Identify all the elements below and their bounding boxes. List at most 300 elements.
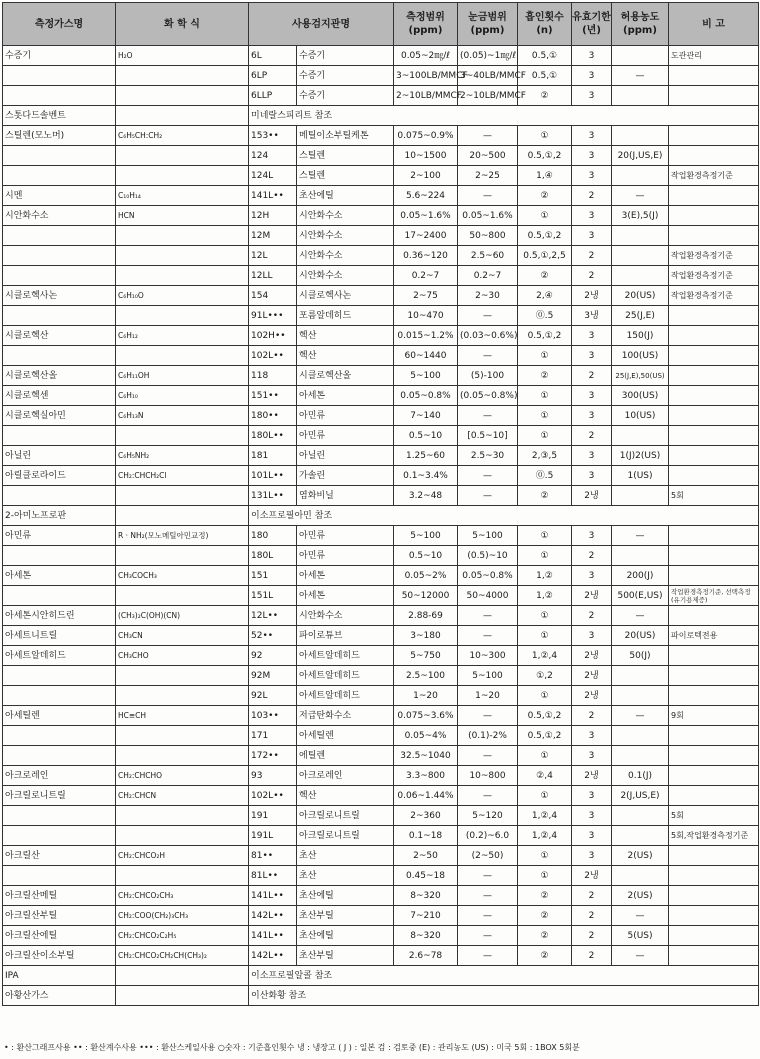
scale-cell: — [458, 406, 518, 426]
formula-cell: CH₂:CHCO₂C₂H₅ [116, 926, 249, 946]
pump-count-cell: ②,4 [518, 766, 572, 786]
tube-code-cell: 141L•• [249, 926, 297, 946]
scale-cell: — [458, 866, 518, 886]
header-range: 측정범위 (ppm) [394, 3, 458, 46]
formula-cell [116, 806, 249, 826]
table-row [3, 586, 759, 606]
shelf-life-cell: 2냉 [572, 646, 612, 666]
formula-cell [116, 306, 249, 326]
shelf-life-cell: 2냉 [572, 586, 612, 606]
pump-count-cell: 0.5,① [518, 46, 572, 66]
scale-cell: — [458, 126, 518, 146]
tube-name-cell: 초산 [297, 846, 394, 866]
pump-count-cell: ① [518, 786, 572, 806]
tube-name-cell: 수증기 [297, 86, 394, 106]
formula-cell: CH₃COCH₃ [116, 566, 249, 586]
range-cell: 0.1~3.4% [394, 466, 458, 486]
tube-name-cell: 스틸렌 [297, 146, 394, 166]
shelf-life-cell: 2 [572, 706, 612, 726]
tube-name-cell: 헥산 [297, 326, 394, 346]
pump-count-cell: 1,②,4 [518, 646, 572, 666]
tlv-cell [612, 686, 669, 706]
tlv-cell: — [612, 706, 669, 726]
remarks-cell [669, 926, 759, 946]
gas-cell: 아세트니트릴 [3, 626, 116, 646]
shelf-life-cell: 3 [572, 66, 612, 86]
scale-cell: 5~120 [458, 806, 518, 826]
remarks-cell [669, 646, 759, 666]
formula-cell: CH₂:CHCO₂H [116, 846, 249, 866]
shelf-life-cell: 3 [572, 786, 612, 806]
range-cell: 3.3~800 [394, 766, 458, 786]
tube-name-cell: 시안화수소 [297, 266, 394, 286]
formula-cell: HC≡CH [116, 706, 249, 726]
tlv-cell: 150(J) [612, 326, 669, 346]
remarks-cell [669, 126, 759, 146]
shelf-life-cell: 2냉 [572, 666, 612, 686]
header-tlv: 허용농도 (ppm) [612, 3, 669, 46]
pump-count-cell: 0.5,①,2 [518, 326, 572, 346]
gas-cell [3, 426, 116, 446]
scale-cell: — [458, 306, 518, 326]
table-row [3, 206, 759, 226]
scale-cell: (0.05~0.8%) [458, 386, 518, 406]
range-cell: 50~12000 [394, 586, 458, 606]
formula-cell [116, 746, 249, 766]
tube-name-cell: 저급탄화수소 [297, 706, 394, 726]
tube-name-cell: 아민류 [297, 546, 394, 566]
pump-count-cell: ② [518, 926, 572, 946]
table-row [3, 666, 759, 686]
range-cell: 5~100 [394, 366, 458, 386]
tube-code-cell: 180•• [249, 406, 297, 426]
scale-cell: 0.05~0.8% [458, 566, 518, 586]
shelf-life-cell: 3 [572, 446, 612, 466]
shelf-life-cell: 2냉 [572, 286, 612, 306]
tube-code-cell: 102L•• [249, 346, 297, 366]
shelf-life-cell: 3 [572, 126, 612, 146]
remarks-cell [669, 566, 759, 586]
formula-cell: CH₂:CHCN [116, 786, 249, 806]
tube-name-cell: 시안화수소 [297, 606, 394, 626]
tube-name-cell: 시안화수소 [297, 246, 394, 266]
reference-cell: 미네랄스피리트 참조 [249, 106, 759, 126]
formula-cell: CH₃CN [116, 626, 249, 646]
pump-count-cell: ② [518, 486, 572, 506]
pump-count-cell: 1,④ [518, 166, 572, 186]
table-row [3, 486, 759, 506]
table-row [3, 646, 759, 666]
range-cell: 1~20 [394, 686, 458, 706]
gas-cell: 아릴클로라이드 [3, 466, 116, 486]
gas-cell [3, 346, 116, 366]
table-row [3, 546, 759, 566]
scale-cell: — [458, 886, 518, 906]
scale-cell: — [458, 706, 518, 726]
formula-cell: HCN [116, 206, 249, 226]
gas-cell: 아크릴로니트릴 [3, 786, 116, 806]
tube-name-cell: 초산부틸 [297, 906, 394, 926]
pump-count-cell: 0.5,①,2 [518, 146, 572, 166]
table-row [3, 946, 759, 966]
tube-code-cell: 171 [249, 726, 297, 746]
formula-cell: H₂O [116, 46, 249, 66]
shelf-life-cell: 3 [572, 146, 612, 166]
gas-table [2, 2, 759, 1006]
formula-cell [116, 66, 249, 86]
range-cell: 2~100 [394, 166, 458, 186]
scale-cell: — [458, 346, 518, 366]
formula-cell [116, 546, 249, 566]
tube-code-cell: 180L•• [249, 426, 297, 446]
shelf-life-cell: 2 [572, 606, 612, 626]
range-cell: 2~75 [394, 286, 458, 306]
tlv-cell [612, 86, 669, 106]
tube-code-cell: 103•• [249, 706, 297, 726]
table-row [3, 366, 759, 386]
gas-cell [3, 226, 116, 246]
formula-cell [116, 826, 249, 846]
scale-cell: (0.2)~6.0 [458, 826, 518, 846]
tlv-cell: — [612, 906, 669, 926]
table-row [3, 526, 759, 546]
tube-code-cell: 12H [249, 206, 297, 226]
remarks-cell [669, 146, 759, 166]
remarks-cell [669, 786, 759, 806]
gas-cell: 아닐린 [3, 446, 116, 466]
table-row [3, 86, 759, 106]
tube-code-cell: 124 [249, 146, 297, 166]
scale-cell: (5)-100 [458, 366, 518, 386]
scale-cell: — [458, 946, 518, 966]
tlv-cell: 500(E,US) [612, 586, 669, 606]
shelf-life-cell: 3 [572, 526, 612, 546]
range-cell: 0.015~1.2% [394, 326, 458, 346]
shelf-life-cell: 2 [572, 426, 612, 446]
remarks-cell [669, 326, 759, 346]
tube-name-cell: 수증기 [297, 46, 394, 66]
table-row [3, 686, 759, 706]
range-cell: 2.88-69 [394, 606, 458, 626]
remarks-cell [669, 206, 759, 226]
table-row [3, 406, 759, 426]
tube-name-cell: 초산에틸 [297, 886, 394, 906]
header-formula: 화 학 식 [116, 3, 249, 46]
tube-code-cell: 12L [249, 246, 297, 266]
formula-cell: C₆H₅CH:CH₂ [116, 126, 249, 146]
gas-cell: 아크릴산메틸 [3, 886, 116, 906]
reference-cell: 이소프로필알콜 참조 [249, 966, 759, 986]
tube-name-cell: 시안화수소 [297, 226, 394, 246]
tube-code-cell: 102H•• [249, 326, 297, 346]
tube-code-cell: 142L•• [249, 906, 297, 926]
scale-cell: 0.2~7 [458, 266, 518, 286]
range-cell: 0.1~18 [394, 826, 458, 846]
scale-cell: 5~100 [458, 526, 518, 546]
pump-count-cell: ① [518, 406, 572, 426]
range-cell: 2~10LB/MMCF [394, 86, 458, 106]
table-row [3, 386, 759, 406]
tube-name-cell: 초산부틸 [297, 946, 394, 966]
pump-count-cell: 0.5,①,2 [518, 726, 572, 746]
pump-count-cell: ① [518, 626, 572, 646]
tube-name-cell: 헥산 [297, 786, 394, 806]
range-cell: 2~50 [394, 846, 458, 866]
tlv-cell: — [612, 606, 669, 626]
tube-name-cell: 스틸렌 [297, 166, 394, 186]
tlv-cell [612, 546, 669, 566]
pump-count-cell: 0.5,①,2 [518, 706, 572, 726]
range-cell: 3~180 [394, 626, 458, 646]
tlv-cell [612, 806, 669, 826]
range-cell: 8~320 [394, 886, 458, 906]
formula-cell: C₁₀H₁₄ [116, 186, 249, 206]
table-row [3, 346, 759, 366]
table-row [3, 786, 759, 806]
scale-cell: (0.5)~10 [458, 546, 518, 566]
scale-cell: 2~30 [458, 286, 518, 306]
pump-count-cell: 1,② [518, 566, 572, 586]
shelf-life-cell: 3 [572, 46, 612, 66]
tube-name-cell: 아크로레인 [297, 766, 394, 786]
table-row [3, 926, 759, 946]
tlv-cell [612, 826, 669, 846]
scale-cell: — [458, 746, 518, 766]
header-row [3, 3, 759, 46]
pump-count-cell: 0.5,①,2,5 [518, 246, 572, 266]
range-cell: 0.05~4% [394, 726, 458, 746]
gas-cell: 시안화수소 [3, 206, 116, 226]
remarks-cell: 작업환경측정기준 [669, 266, 759, 286]
header-pumps: 흡인횟수 (n) [518, 3, 572, 46]
tube-code-cell: 131L•• [249, 486, 297, 506]
tlv-cell [612, 266, 669, 286]
tlv-cell: 200(J) [612, 566, 669, 586]
range-cell: 7~140 [394, 406, 458, 426]
gas-cell: 아크로레인 [3, 766, 116, 786]
formula-cell [116, 666, 249, 686]
scale-cell: — [458, 466, 518, 486]
range-cell: 2.5~100 [394, 666, 458, 686]
shelf-life-cell: 2 [572, 366, 612, 386]
table-row [3, 766, 759, 786]
range-cell: 17~2400 [394, 226, 458, 246]
gas-cell: 아세톤시안히드린 [3, 606, 116, 626]
formula-cell [116, 726, 249, 746]
remarks-cell [669, 766, 759, 786]
remarks-cell [669, 226, 759, 246]
gas-cell [3, 306, 116, 326]
tube-code-cell: 92M [249, 666, 297, 686]
scale-cell: — [458, 606, 518, 626]
scale-cell: 2~25 [458, 166, 518, 186]
header-shelf: 유효기한 (년) [572, 3, 612, 46]
pump-count-cell: ② [518, 186, 572, 206]
tlv-cell [612, 426, 669, 446]
pump-count-cell: 1,②,4 [518, 826, 572, 846]
shelf-life-cell: 3 [572, 406, 612, 426]
tlv-cell [612, 246, 669, 266]
tube-name-cell: 아민류 [297, 406, 394, 426]
scale-cell: — [458, 626, 518, 646]
table-row [3, 46, 759, 66]
range-cell: 1.25~60 [394, 446, 458, 466]
tlv-cell: 5(US) [612, 926, 669, 946]
legend-footer: • : 환산그래프사용 •• : 환산계수사용 ••• : 환산스케일사용 ○숫자 : 기준흡인횟수 냉 : 냉장고 ( J ) : 일본 검 : 검토중 (E) : 관리농도 (US) : 미국 5회 : 1BOX 5회분 [4, 1043, 580, 1052]
table-row [3, 806, 759, 826]
shelf-life-cell: 3 [572, 846, 612, 866]
range-cell: 7~210 [394, 906, 458, 926]
gas-cell: 2-아미노프로판 [3, 506, 116, 526]
tlv-cell: — [612, 186, 669, 206]
table-row [3, 906, 759, 926]
scale-cell: (0.05)~1㎎/ℓ [458, 46, 518, 66]
range-cell: 5~100 [394, 526, 458, 546]
scale-cell: — [458, 186, 518, 206]
tube-name-cell: 아크릴로니트릴 [297, 806, 394, 826]
tube-code-cell: 124L [249, 166, 297, 186]
formula-cell: C₆H₁₁OH [116, 366, 249, 386]
table-row [3, 146, 759, 166]
gas-cell [3, 666, 116, 686]
formula-cell: R · NH₂(모노메틸아민교정) [116, 526, 249, 546]
pump-count-cell: ①,2 [518, 666, 572, 686]
pump-count-cell: ⓪.5 [518, 306, 572, 326]
scale-cell: 5~100 [458, 666, 518, 686]
empty-cell [116, 106, 249, 126]
tlv-cell: — [612, 526, 669, 546]
tlv-cell [612, 166, 669, 186]
shelf-life-cell: 3 [572, 566, 612, 586]
formula-cell [116, 346, 249, 366]
tube-name-cell: 수증기 [297, 66, 394, 86]
table-row [3, 66, 759, 86]
tlv-cell: 1(US) [612, 466, 669, 486]
scale-cell: (2~50) [458, 846, 518, 866]
tlv-cell: 2(J,US,E) [612, 786, 669, 806]
remarks-cell: 도관관리 [669, 46, 759, 66]
scale-cell: 50~800 [458, 226, 518, 246]
tube-code-cell: 191L [249, 826, 297, 846]
remarks-cell [669, 346, 759, 366]
tube-code-cell: 154 [249, 286, 297, 306]
formula-cell: CH₂:CHCHO [116, 766, 249, 786]
pump-count-cell: ① [518, 126, 572, 146]
remarks-cell: 작업환경측정기준, 선택측정(유기용제증) [669, 586, 759, 606]
empty-cell [116, 966, 249, 986]
formula-cell [116, 686, 249, 706]
tube-name-cell: 아닐린 [297, 446, 394, 466]
gas-cell: 시클로헥산올 [3, 366, 116, 386]
tube-name-cell: 시클로헥산올 [297, 366, 394, 386]
table-row [3, 446, 759, 466]
table-row [3, 506, 759, 526]
header-tube: 사용검지관명 [249, 3, 394, 46]
table-row [3, 166, 759, 186]
reference-cell: 이산화황 참조 [249, 986, 759, 1006]
gas-cell [3, 746, 116, 766]
tube-code-cell: 172•• [249, 746, 297, 766]
pump-count-cell: ① [518, 746, 572, 766]
tlv-cell: 300(US) [612, 386, 669, 406]
tube-code-cell: 141L•• [249, 886, 297, 906]
tube-code-cell: 52•• [249, 626, 297, 646]
table-row [3, 426, 759, 446]
shelf-life-cell: 2 [572, 186, 612, 206]
tube-code-cell: 151•• [249, 386, 297, 406]
tube-name-cell: 초산에틸 [297, 186, 394, 206]
remarks-cell [669, 886, 759, 906]
tlv-cell: 0.1(J) [612, 766, 669, 786]
table-row [3, 266, 759, 286]
range-cell: 10~1500 [394, 146, 458, 166]
pump-count-cell: ② [518, 946, 572, 966]
formula-cell [116, 866, 249, 886]
shelf-life-cell: 3 [572, 726, 612, 746]
tube-code-cell: 12M [249, 226, 297, 246]
gas-cell [3, 266, 116, 286]
pump-count-cell: 1,② [518, 586, 572, 606]
remarks-cell [669, 526, 759, 546]
shelf-life-cell: 3 [572, 806, 612, 826]
gas-cell [3, 826, 116, 846]
remarks-cell [669, 606, 759, 626]
scale-cell: 50~4000 [458, 586, 518, 606]
range-cell: 2~360 [394, 806, 458, 826]
pump-count-cell: ① [518, 606, 572, 626]
range-cell: 0.05~0.8% [394, 386, 458, 406]
tube-name-cell: 아세톤 [297, 586, 394, 606]
tlv-cell: 100(US) [612, 346, 669, 366]
gas-cell: 아크릴산이소부틸 [3, 946, 116, 966]
tube-name-cell: 초산에틸 [297, 926, 394, 946]
tlv-cell: 1(J)2(US) [612, 446, 669, 466]
shelf-life-cell: 2냉 [572, 866, 612, 886]
pump-count-cell: ① [518, 346, 572, 366]
tube-code-cell: 12L•• [249, 606, 297, 626]
formula-cell: CH₃CHO [116, 646, 249, 666]
reference-cell: 이소프로필아민 참조 [249, 506, 759, 526]
gas-cell: 아크릴산 [3, 846, 116, 866]
table-row [3, 706, 759, 726]
remarks-cell: 작업환경측정기준 [669, 286, 759, 306]
tube-code-cell: 92 [249, 646, 297, 666]
range-cell: 5.6~224 [394, 186, 458, 206]
pump-count-cell: ① [518, 866, 572, 886]
pump-count-cell: ① [518, 846, 572, 866]
shelf-life-cell: 3 [572, 206, 612, 226]
table-row [3, 246, 759, 266]
remarks-cell [669, 446, 759, 466]
remarks-cell [669, 726, 759, 746]
tube-name-cell: 아세톤 [297, 386, 394, 406]
gas-cell: 아크릴산부틸 [3, 906, 116, 926]
gas-cell: 시클로헥사논 [3, 286, 116, 306]
formula-cell: C₆H₁₂ [116, 326, 249, 346]
table-row [3, 866, 759, 886]
scale-cell: [0.5~10] [458, 426, 518, 446]
tlv-cell [612, 746, 669, 766]
formula-cell [116, 586, 249, 606]
tlv-cell [612, 866, 669, 886]
pump-count-cell: ⓪.5 [518, 466, 572, 486]
remarks-cell [669, 686, 759, 706]
tube-name-cell: 아세틸렌 [297, 726, 394, 746]
empty-cell [116, 986, 249, 1006]
gas-cell [3, 86, 116, 106]
shelf-life-cell: 3 [572, 166, 612, 186]
remarks-cell [669, 846, 759, 866]
